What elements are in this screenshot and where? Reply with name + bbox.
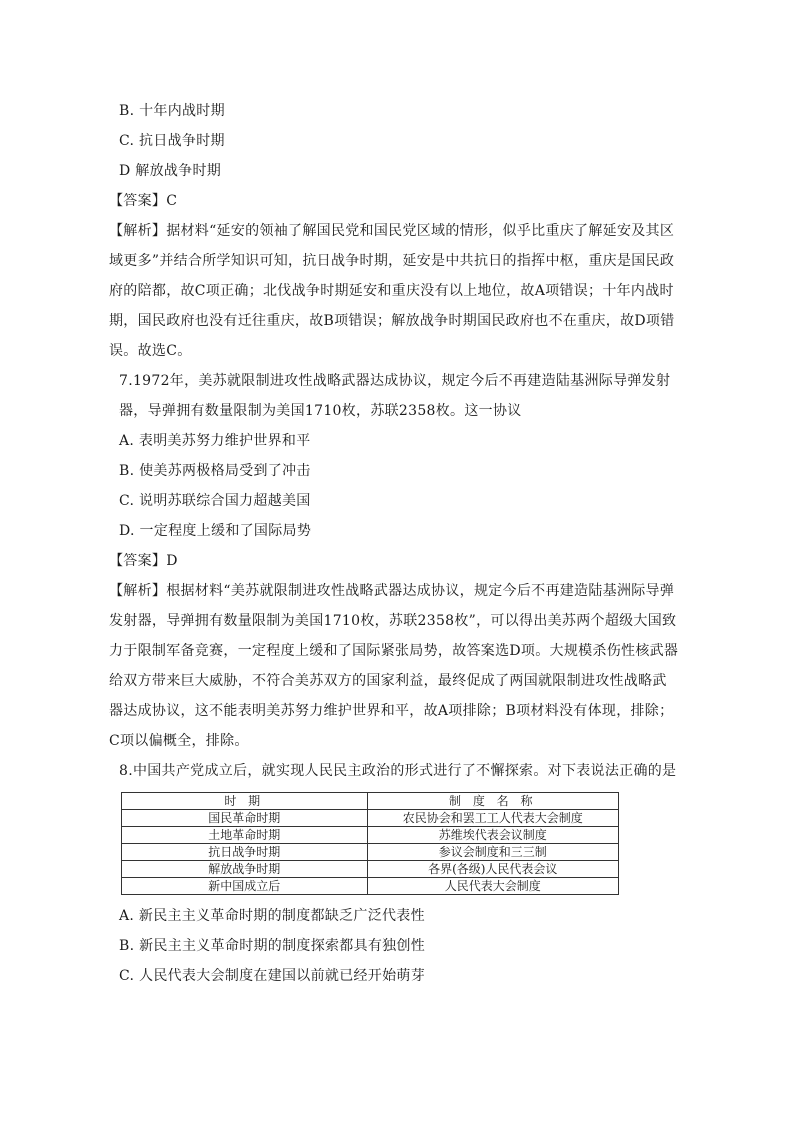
table-header-system: 制 度 名 称 (367, 793, 618, 810)
table-cell-system: 人民代表大会制度 (367, 878, 618, 895)
table-cell-period: 新中国成立后 (122, 878, 368, 895)
answer-value: C (166, 193, 178, 209)
q6-option-b: B. 十年内战时期 (119, 103, 225, 119)
table-row (122, 827, 619, 844)
q6-option-d: D 解放战争时期 (119, 163, 222, 179)
table-cell-system: 各界(各级)人民代表会议 (367, 861, 618, 878)
table-row (122, 810, 619, 827)
analysis-text: 据材料“延安的领袖了解国民党和国民党区域的情形，似乎比重庆了解延安及其区域更多”并结合所学知识可知，抗日战争时期，延安是中共抗日的指挥中枢，重庆是国民政府的陪都，故C项正确；北伐战争时期延安和重庆没有以上地位，故A项错误；十年内战时期，国民政府也没有迁往重庆，故B项错误；解放战争时期国民政府也不在重庆，故D项错误。故选C。 (109, 223, 675, 359)
q6-analysis (109, 216, 679, 366)
table-header-row (122, 793, 619, 810)
q8-option-a: A. 新民主主义革命时期的制度都缺乏广泛代表性 (119, 908, 425, 924)
table-row (122, 844, 619, 861)
q8-option-c: C. 人民代表大会制度在建国以前就已经开始萌芽 (119, 968, 426, 984)
table-cell-period: 国民革命时期 (122, 810, 368, 827)
q7-stem: 7.1972年，美苏就限制进攻性战略武器达成协议，规定今后不再建造陆基洲际导弹发射器，导弹拥有数量限制为美国1710枚，苏联2358枚。这一协议 (119, 373, 671, 419)
table-row (122, 878, 619, 895)
q7-option-b: B. 使美苏两极格局受到了冲击 (119, 463, 311, 479)
table-header-period: 时 期 (122, 793, 368, 810)
q7-analysis (109, 576, 679, 756)
q7-option-c: C. 说明苏联综合国力超越美国 (119, 493, 311, 509)
answer-label: 【答案】 (109, 553, 167, 569)
q8-option-b: B. 新民主主义革命时期的制度探索都具有独创性 (119, 938, 426, 954)
table-cell-period: 抗日战争时期 (122, 844, 368, 861)
table-row (122, 861, 619, 878)
period-system-table (121, 792, 619, 895)
q6-answer (109, 186, 679, 216)
table-cell-system: 参议会制度和三三制 (367, 844, 618, 861)
q8-stem: 8.中国共产党成立后，就实现人民民主政治的形式进行了不懈探索。对下表说法正确的是 (119, 763, 677, 779)
table-cell-period: 解放战争时期 (122, 861, 368, 878)
analysis-label: 【解析】 (109, 223, 167, 239)
q7-option-a: A. 表明美苏努力维护世界和平 (119, 433, 311, 449)
q7-option-d: D. 一定程度上缓和了国际局势 (119, 523, 312, 539)
table-cell-period: 土地革命时期 (122, 827, 368, 844)
answer-value: D (166, 553, 178, 569)
table-cell-system: 苏维埃代表会议制度 (367, 827, 618, 844)
analysis-label: 【解析】 (109, 583, 167, 599)
q7-answer (109, 546, 679, 576)
table-cell-system: 农民协会和罢工工人代表大会制度 (367, 810, 618, 827)
analysis-text: 根据材料“美苏就限制进攻性战略武器达成协议，规定今后不再建造陆基洲际导弹发射器，导弹拥有数量限制为美国1710枚，苏联2358枚”，可以得出美苏两个超级大国致力于限制军备竞赛，一定程度上缓和了国际紧张局势，故答案选D项。大规模杀伤性核武器给双方带来巨大威胁，不符合美苏双方的国家利益，最终促成了两国就限制进攻性战略武器达成协议，这不能表明美苏努力维护世界和平，故A项排除；B项材料没有体现，排除；C项以偏概全，排除。 (109, 583, 679, 749)
q6-option-c: C. 抗日战争时期 (119, 133, 225, 149)
document-page (109, 96, 679, 991)
answer-label: 【答案】 (109, 193, 167, 209)
